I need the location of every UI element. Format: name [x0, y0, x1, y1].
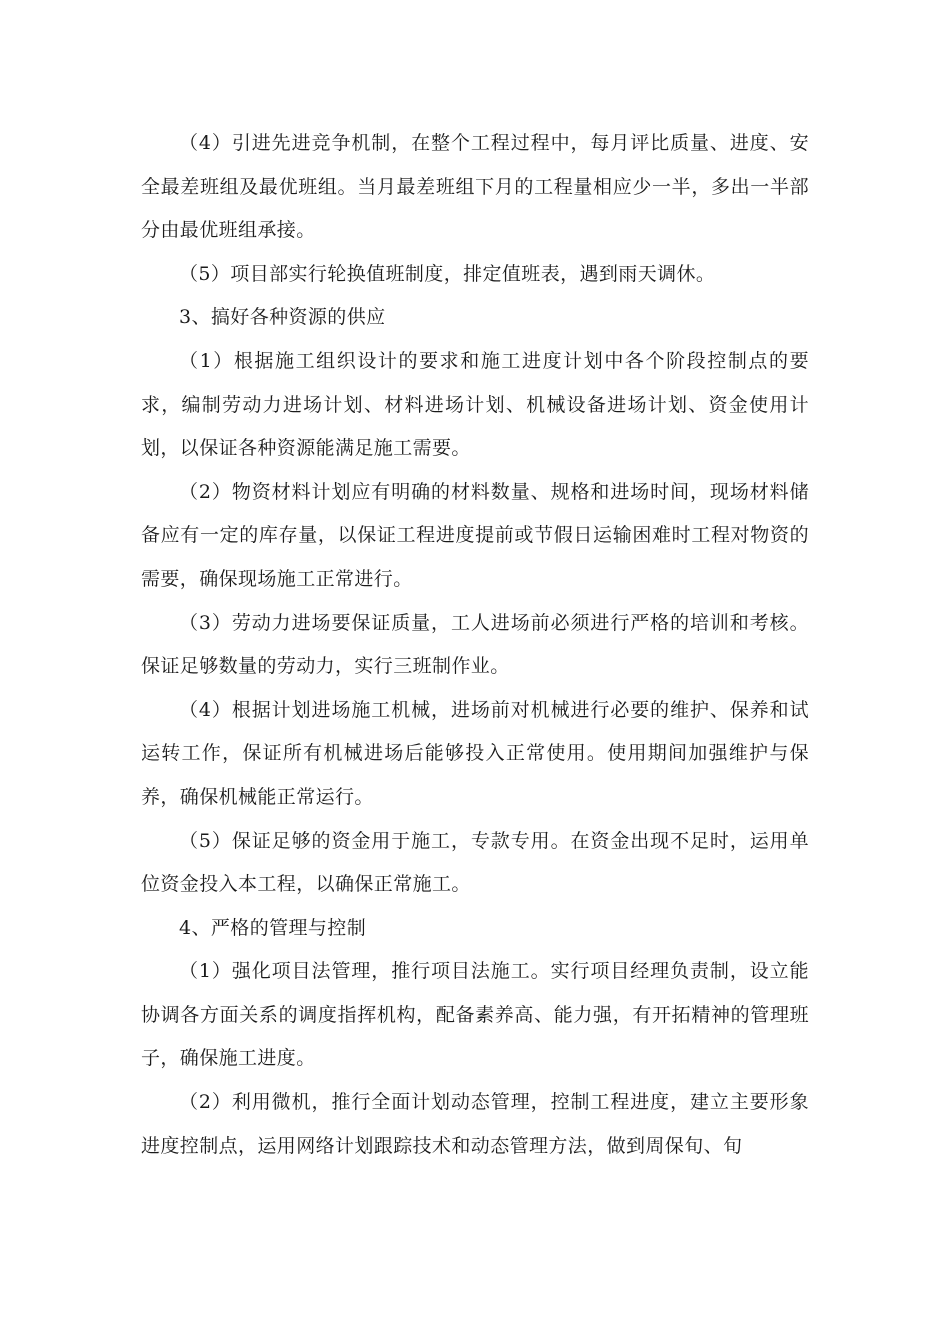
- paragraph-item-3-labor: （3）劳动力进场要保证质量，工人进场前必须进行严格的培训和考核。保证足够数量的劳动力，实行三班制作业。: [141, 611, 809, 678]
- section-heading-management-control: 4、严格的管理与控制: [179, 916, 367, 939]
- paragraph-item-2-material-plan: （2）物资材料计划应有明确的材料数量、规格和进场时间，现场材料储备应有一定的库存量，以保证工程进度提前或节假日运输困难时工程对物资的需要，确保现场施工正常进行。: [141, 480, 809, 590]
- paragraph-item-5-funding: （5）保证足够的资金用于施工，专款专用。在资金出现不足时，运用单位资金投入本工程，以确保正常施工。: [141, 829, 809, 896]
- document-body: [141, 122, 809, 1168]
- paragraph-item-1-resource-plans: （1）根据施工组织设计的要求和施工进度计划中各个阶段控制点的要求，编制劳动力进场计划、材料进场计划、机械设备进场计划、资金使用计划，以保证各种资源能满足施工需要。: [141, 349, 809, 460]
- paragraph-item-2-dynamic-planning: （2）利用微机，推行全面计划动态管理，控制工程进度，建立主要形象进度控制点，运用网络计划跟踪技术和动态管理方法，做到周保旬、旬: [141, 1091, 809, 1157]
- paragraph-item-5-duty-rotation: （5）项目部实行轮换值班制度，排定值班表，遇到雨天调休。: [179, 262, 716, 285]
- paragraph-item-4-machinery: （4）根据计划进场施工机械，进场前对机械进行必要的维护、保养和试运转工作，保证所有机械进场后能够投入正常使用。使用期间加强维护与保养，确保机械能正常运行。: [141, 698, 809, 808]
- paragraph-item-1-project-management: （1）强化项目法管理，推行项目法施工。实行项目经理负责制，设立能协调各方面关系的调度指挥机构，配备素养高、能力强，有开拓精神的管理班子，确保施工进度。: [141, 960, 809, 1070]
- section-heading-resource-supply: 3、搞好各种资源的供应: [179, 306, 386, 329]
- paragraph-item-4-competition: （4）引进先进竞争机制，在整个工程过程中，每月评比质量、进度、安全最差班组及最优班组。当月最差班组下月的工程量相应少一半，多出一半部分由最优班组承接。: [141, 132, 809, 242]
